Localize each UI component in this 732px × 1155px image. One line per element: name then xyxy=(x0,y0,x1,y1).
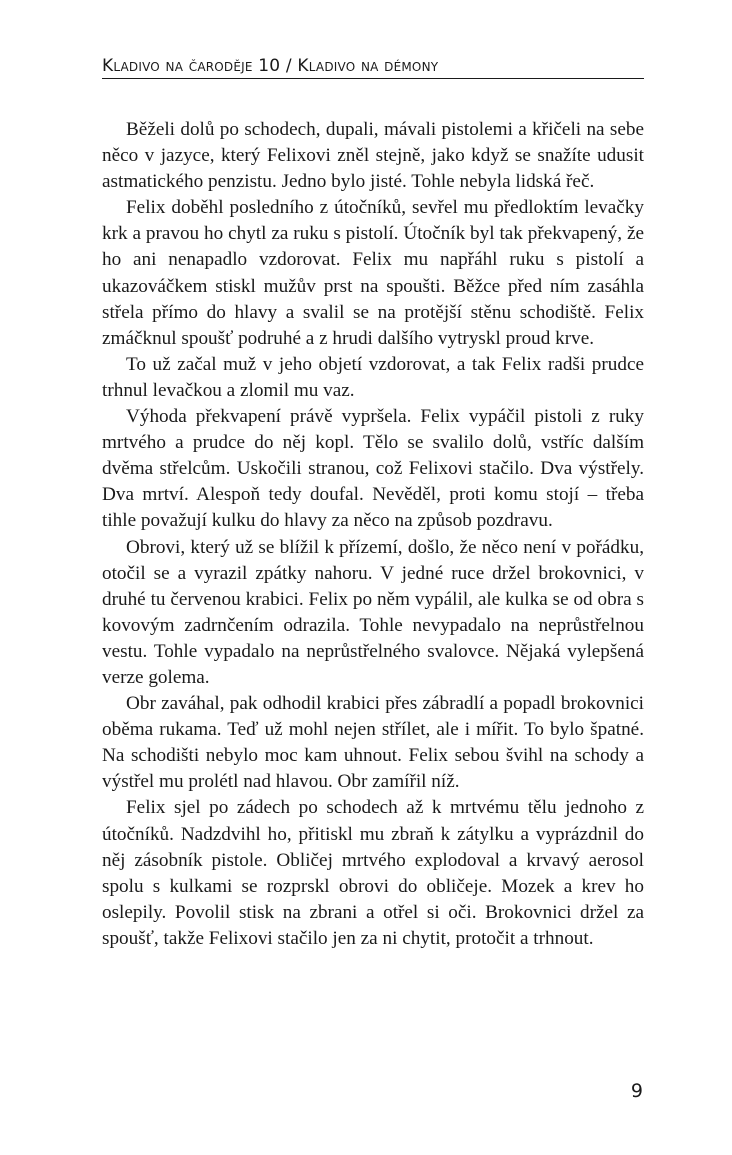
running-title: Kladivo na čaroděje 10 / Kladivo na démony xyxy=(102,56,439,76)
paragraph: Obrovi, který už se blížil k přízemí, došlo, že něco není v pořádku, otočil se a vyrazil zpátky nahoru. V jedné ruce držel brokovnici, v druhé tu červenou krabici. Felix po něm vypálil, ale kulka se od obra s kovovým zadrnčením odrazila. Tohle nevypadalo na neprůstřelnou vestu. Tohle vypadalo na neprůstřelného svalovce. Nějaká vylepšená verze golema. xyxy=(102,536,644,688)
paragraph: Felix sjel po zádech po schodech až k mrtvému tělu jednoho z útočníků. Nadzdvihl ho, přitiskl mu zbraň k zátylku a vyprázdnil do něj zásobník pistole. Obličej mrtvého explodoval a krvavý aerosol spolu s kulkami se rozprskl obrovi do obličeje. Mozek a krev ho oslepily. Povolil stisk na zbrani a otřel si oči. Brokovnici držel za spoušť, takže Felixovi stačilo jen za ni chytit, protočit a trhnout. xyxy=(102,797,644,949)
running-header xyxy=(102,54,644,79)
paragraph: To už začal muž v jeho objetí vzdorovat, a tak Felix radši prudce trhnul levačkou a zlomil mu vaz. xyxy=(102,353,644,401)
paragraph: Felix doběhl posledního z útočníků, sevřel mu předloktím levačky krk a pravou ho chytl za ruku s pistolí. Útočník byl tak překvapený, že ho ani nenapadlo vzdorovat. Felix mu napřáhl ruku s pistolí a ukazováčkem stiskl mužův prst na spoušti. Běžce před ním zasáhla střela přímo do hlavy a svalil se na protější stěnu schodiště. Felix zmáčknul spoušť podruhé a z hrudi dalšího vytryskl proud krve. xyxy=(102,197,644,349)
paragraph: Běželi dolů po schodech, dupali, mávali pistolemi a křičeli na sebe něco v jazyce, který Felixovi zněl stejně, jako když se snažíte udusit astmatického penzistu. Jedno bylo jisté. Tohle nebyla lidská řeč. xyxy=(102,119,644,193)
paragraph: Výhoda překvapení právě vypršela. Felix vypáčil pistoli z ruky mrtvého a prudce do něj kopl. Tělo se svalilo dolů, vstříc dalším dvěma střelcům. Uskočili stranou, což Felixovi stačilo. Dva výstřely. Dva mrtví. Alespoň tedy doufal. Nevěděl, proti komu stojí – třeba tihle považují kulku do hlavy za něco na způsob pozdravu. xyxy=(102,406,644,532)
paragraph: Obr zaváhal, pak odhodil krabici přes zábradlí a popadl brokovnici oběma rukama. Teď už mohl nejen střílet, ale i mířit. To bylo špatné. Na schodišti nebylo moc kam uhnout. Felix sebou švihl na schody a výstřel mu prolétl nad hlavou. Obr zamířil níž. xyxy=(102,693,644,793)
body-text xyxy=(102,117,644,952)
page-number: 9 xyxy=(630,1080,643,1102)
